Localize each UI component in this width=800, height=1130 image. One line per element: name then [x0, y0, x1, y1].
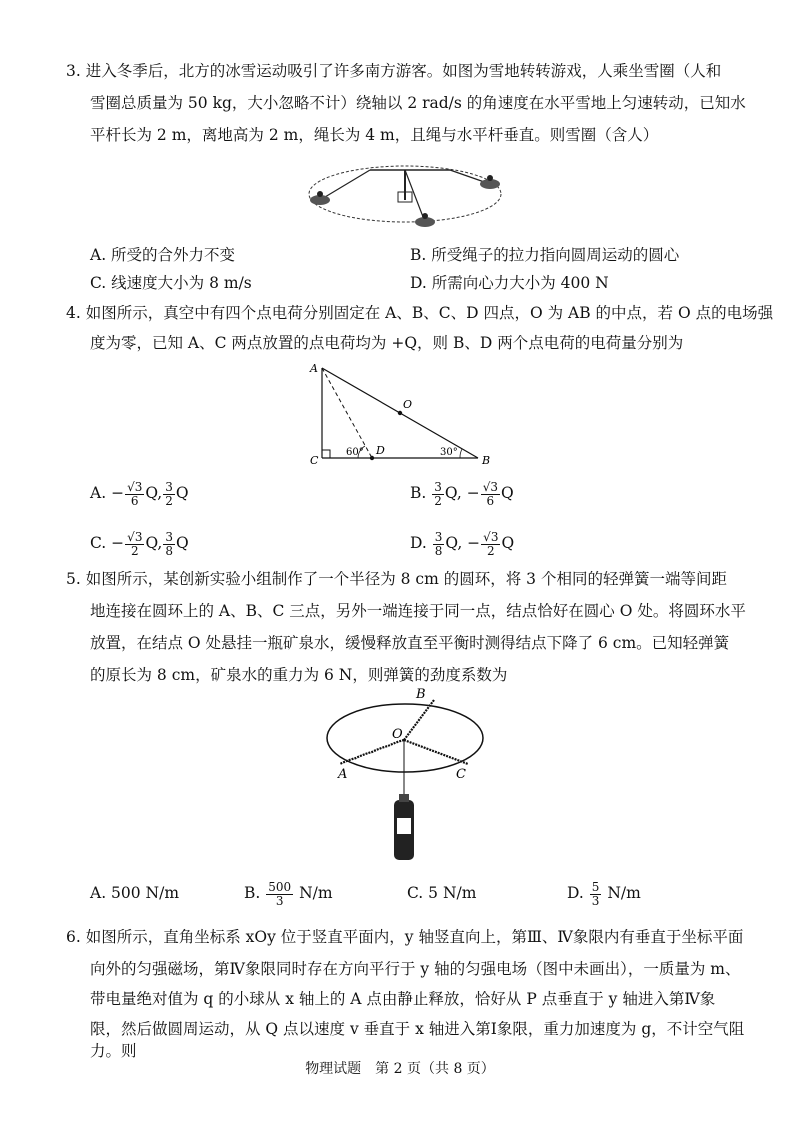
q4-line-2: 度为零，已知 A、C 两点放置的点电荷均为 +Q，则 B、D 两个点电荷的电荷量分别为	[90, 334, 684, 352]
q5-option-c[interactable]: C. 5 N/m	[407, 884, 477, 902]
q5-label-b: B	[416, 688, 426, 702]
q4-option-b[interactable]: B. $\frac{3}{2}$ Q, − $\frac{√3}{6}$ Q	[410, 479, 514, 508]
q6-line-2: 向外的匀强磁场，第Ⅳ象限同时存在方向平行于 y 轴的匀强电场（图中未画出），一质量为 m、	[90, 960, 741, 978]
q3-line-2: 雪圈总质量为 50 kg，大小忽略不计）绕轴以 2 rad/s 的角速度在水平雪地上匀速转动，已知水	[90, 94, 746, 112]
q5-ring-spring-figure	[320, 688, 490, 868]
q3-option-d[interactable]: D. 所需向心力大小为 400 N	[410, 274, 609, 292]
q6-line-5: 力。则	[90, 1042, 137, 1060]
q4-label-c: C	[310, 454, 319, 467]
q4-angle-30: 30°	[440, 447, 458, 458]
q6-line-4: 限，然后做圆周运动，从 Q 点以速度 v 垂直于 x 轴进入第Ⅰ象限，重力加速度为 g，不计空气阻	[90, 1020, 745, 1038]
q5-line-4: 的原长为 8 cm，矿泉水的重力为 6 N，则弹簧的劲度系数为	[90, 666, 508, 684]
q5-option-a[interactable]: A. 500 N/m	[90, 884, 180, 902]
q5-label-a: A	[338, 767, 348, 782]
q4-triangle-figure	[300, 358, 500, 468]
q3-line-3: 平杆长为 2 m，离地高为 2 m，绳长为 4 m，且绳与水平杆垂直。则雪圈（含人）	[90, 126, 659, 144]
q5-label-o: O	[392, 727, 403, 742]
q6-line-1: 6. 如图所示，直角坐标系 xOy 位于竖直平面内，y 轴竖直向上，第Ⅲ、Ⅳ象限内有垂直于坐标平面	[66, 928, 744, 946]
q3-option-b[interactable]: B. 所受绳子的拉力指向圆周运动的圆心	[410, 246, 680, 264]
q3-snow-ride-figure	[300, 150, 510, 230]
q3-option-c[interactable]: C. 线速度大小为 8 m/s	[90, 274, 252, 292]
q5-line-3: 放置，在结点 O 处悬挂一瓶矿泉水，缓慢释放直至平衡时测得结点下降了 6 cm。已知轻弹簧	[90, 634, 730, 652]
q5-option-d[interactable]: D. $\frac{5}{3}$ N/m	[567, 879, 641, 908]
q5-line-1: 5. 如图所示，某创新实验小组制作了一个半径为 8 cm 的圆环，将 3 个相同的轻弹簧一端等间距	[66, 570, 727, 588]
q4-line-1: 4. 如图所示，真空中有四个点电荷分别固定在 A、B、C、D 四点，O 为 AB 的中点，若 O 点的电场强	[66, 304, 774, 322]
q6-line-3: 带电量绝对值为 q 的小球从 x 轴上的 A 点由静止释放，恰好从 P 点垂直于 y 轴进入第Ⅳ象	[90, 990, 716, 1008]
q4-label-d: D	[376, 444, 385, 457]
q5-line-2: 地连接在圆环上的 A、B、C 三点，另外一端连接于同一点，结点恰好在圆心 O 处。将圆环水平	[90, 602, 746, 620]
q5-option-b[interactable]: B. $\frac{500}{3}$ N/m	[244, 879, 333, 908]
q5-label-c: C	[456, 767, 466, 782]
q4-angle-60: 60°	[346, 447, 364, 458]
q4-option-a[interactable]: A. − $\frac{√3}{6}$ Q, $\frac{3}{2}$ Q	[90, 479, 189, 508]
q4-option-c[interactable]: C. − $\frac{√3}{2}$ Q, $\frac{3}{8}$ Q	[90, 529, 189, 558]
q4-label-a: A	[310, 362, 318, 375]
q4-label-b: B	[482, 454, 491, 467]
q4-option-d[interactable]: D. $\frac{3}{8}$ Q, − $\frac{√3}{2}$ Q	[410, 529, 515, 558]
q4-label-o: O	[403, 398, 413, 411]
q3-line-1: 3. 进入冬季后，北方的冰雪运动吸引了许多南方游客。如图为雪地转转游戏，人乘坐雪圈（人和	[66, 62, 722, 80]
page-footer: 物理试题 第 2 页（共 8 页）	[305, 1061, 495, 1077]
q3-option-a[interactable]: A. 所受的合外力不变	[90, 246, 236, 264]
